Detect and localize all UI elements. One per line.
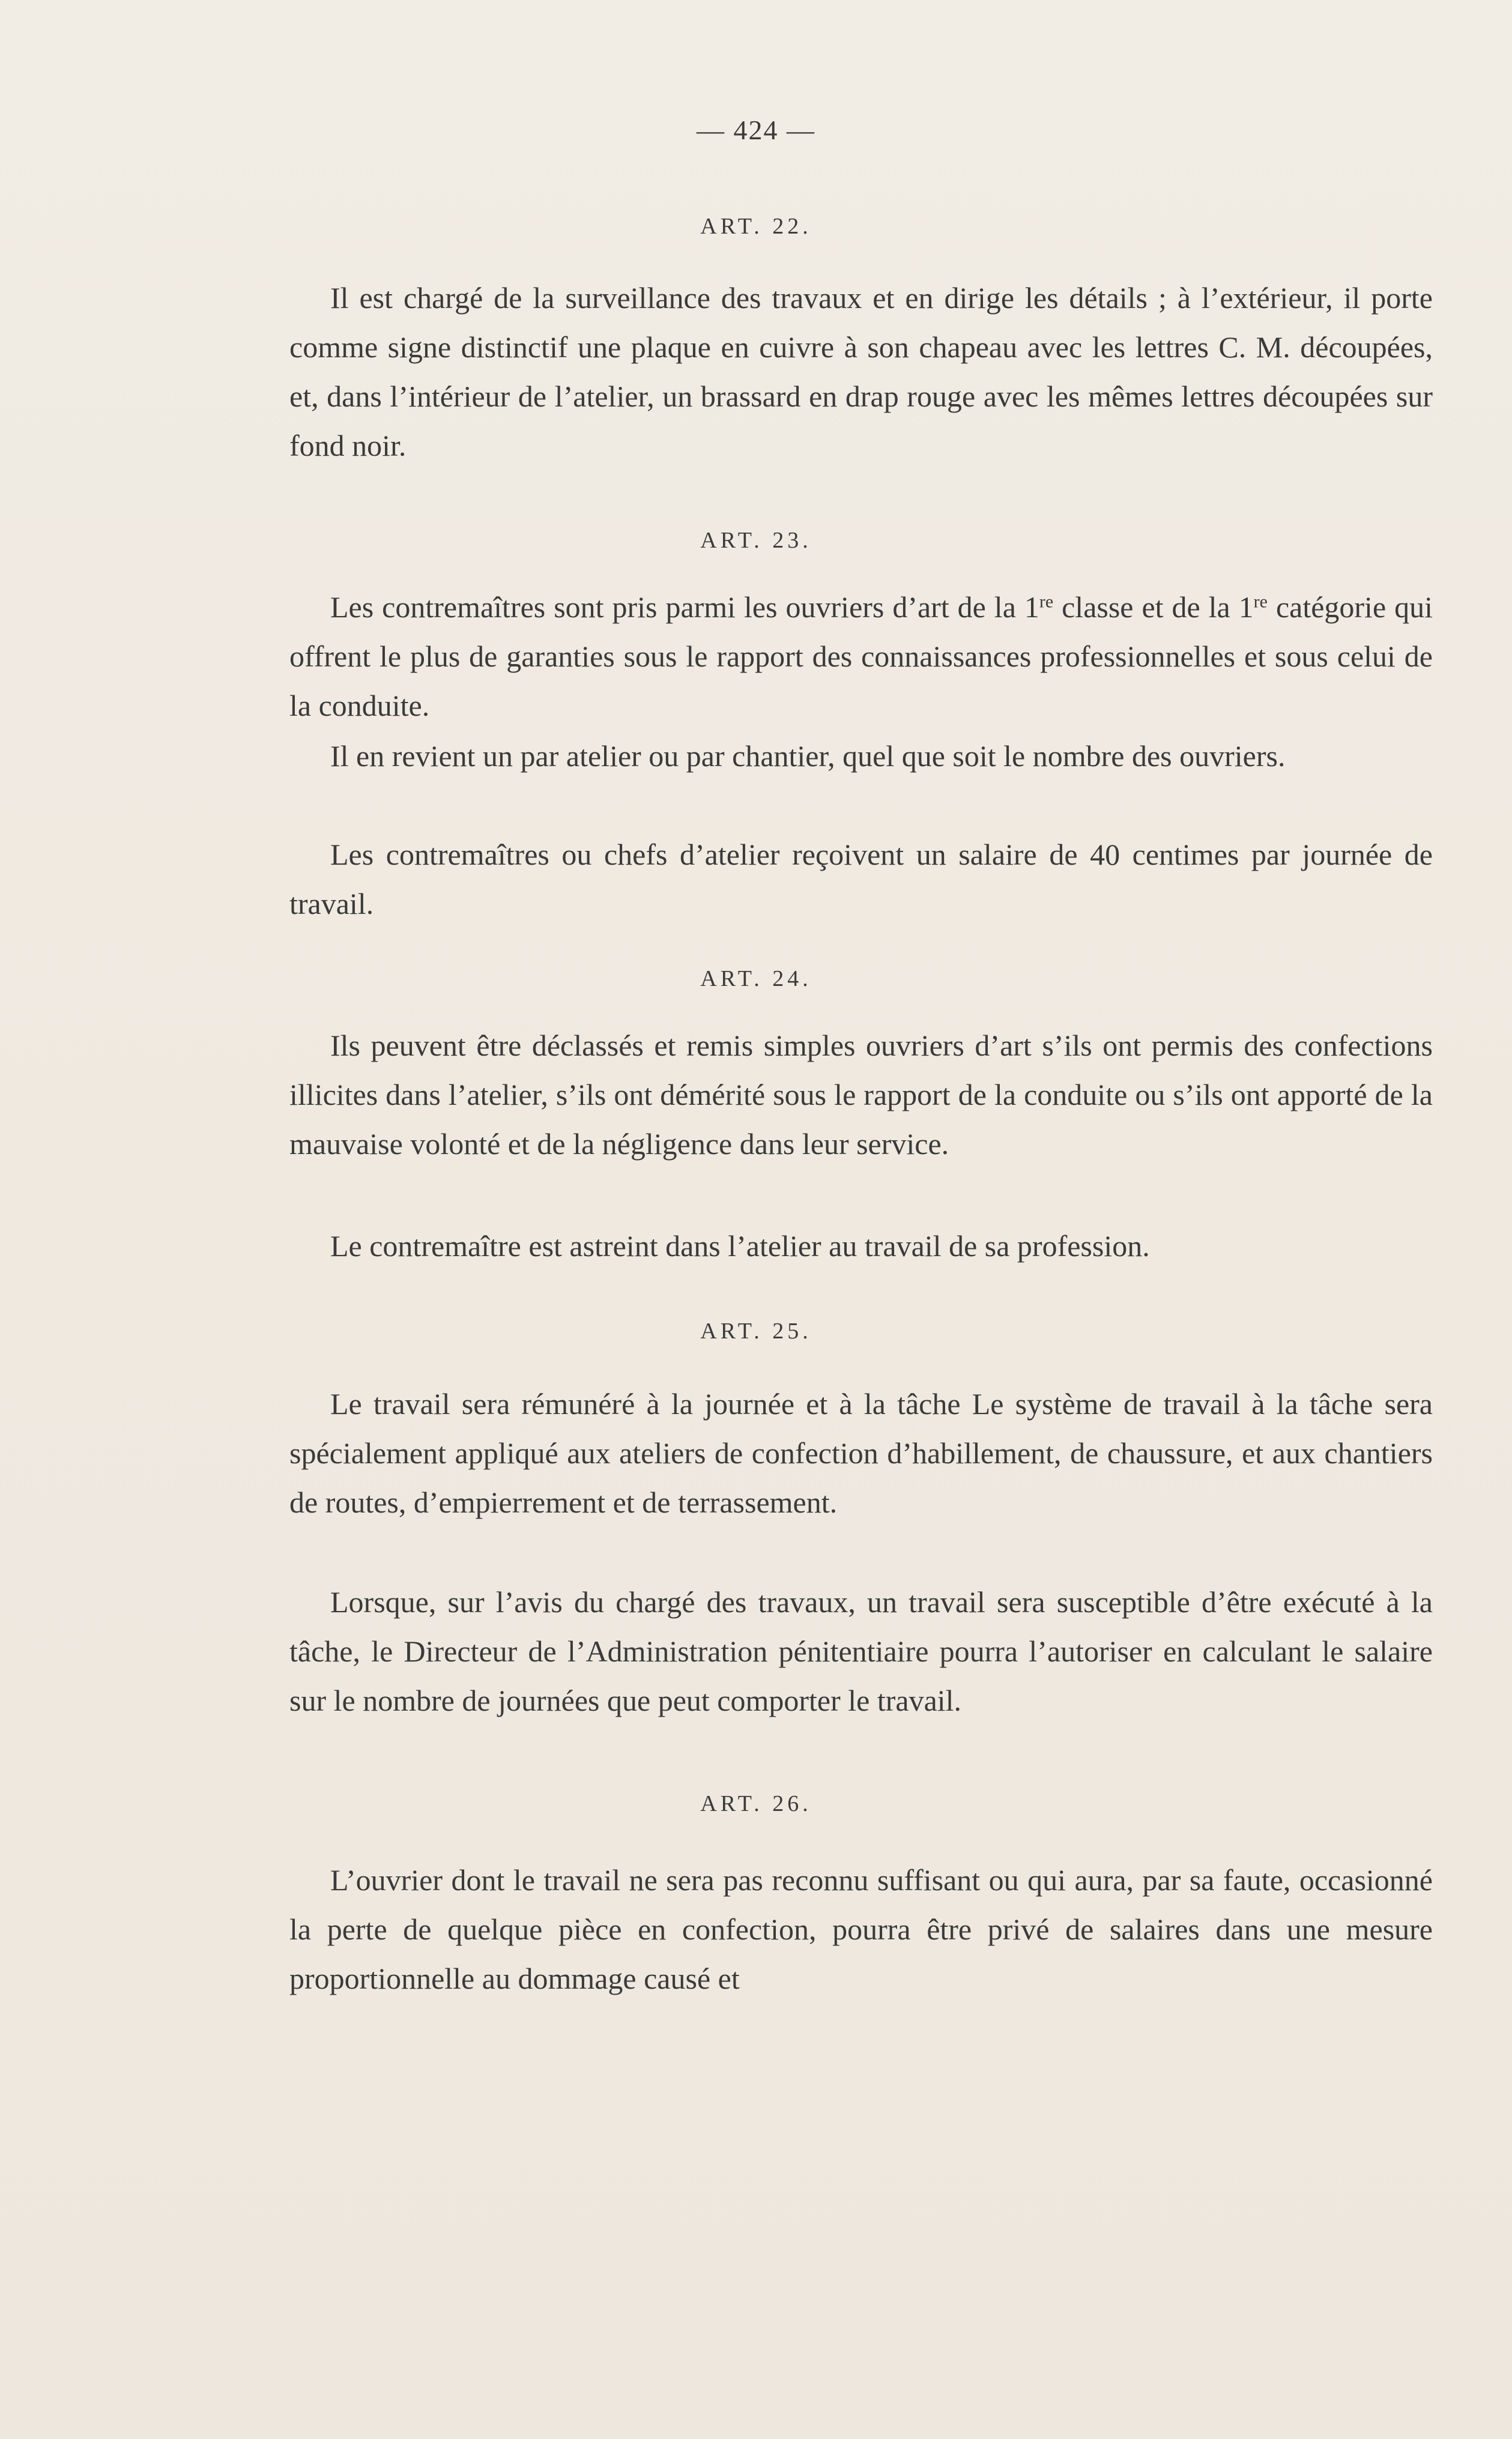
article-23-paragraph-1: Les contremaîtres sont pris parmi les ouvriers d’art de la 1re classe et de la 1re catégorie qui offrent le plus de garanties sous le rapport des connaissances professionnelles et sous celui de la conduite. bbox=[289, 590, 1433, 722]
article-heading-23: ART. 23. bbox=[700, 528, 812, 553]
page-number: — 424 — bbox=[697, 115, 815, 145]
article-heading-25: ART. 25. bbox=[700, 1319, 812, 1344]
article-23-paragraph-3: Les contremaîtres ou chefs d’atelier reçoivent un salaire de 40 centimes par journée de travail. bbox=[289, 838, 1433, 920]
article-25-paragraph-2: Lorsque, sur l’avis du chargé des travaux, un travail sera susceptible d’être exécuté à la tâche, le Directeur de l’Administration pénitentiaire pourra l’autoriser en calculant le salaire sur le nombre de journées que peut comporter le travail. bbox=[289, 1585, 1433, 1717]
article-26-paragraph-1: L’ouvrier dont le travail ne sera pas reconnu suffisant ou qui aura, par sa faute, occasionné la perte de quelque pièce en confection, pourra être privé de salaires dans une mesure proportionnelle au dommage causé et bbox=[289, 1863, 1433, 1995]
article-25-paragraph-1: Le travail sera rémunéré à la journée et à la tâche Le système de travail à la tâche sera spécialement appliqué aux ateliers de confection d’habillement, de chaussure, et aux chantiers de routes, d’empierrement et de terrassement. bbox=[289, 1387, 1433, 1519]
article-24-paragraph-1: Ils peuvent être déclassés et remis simples ouvriers d’art s’ils ont permis des confections illicites dans l’atelier, s’ils ont démérité sous le rapport de la conduite ou s’ils ont apporté de la mauvaise volonté et de la négligence dans leur service. bbox=[289, 1029, 1433, 1161]
article-23-paragraph-2: Il en revient un par atelier ou par chantier, quel que soit le nombre des ouvriers. bbox=[330, 739, 1286, 773]
article-24-paragraph-2: Le contremaître est astreint dans l’atelier au travail de sa profession. bbox=[330, 1229, 1150, 1263]
article-heading-22: ART. 22. bbox=[700, 214, 812, 239]
article-heading-24: ART. 24. bbox=[700, 966, 812, 991]
article-22-paragraph-1: Il est chargé de la surveillance des travaux et en dirige les détails ; à l’extérieur, il porte comme signe distinctif une plaque en cuivre à son chapeau avec les lettres C. M. découpées, et, dans l’intérieur de l’atelier, un brassard en drap rouge avec les mêmes lettres découpées sur fond noir. bbox=[289, 281, 1433, 462]
article-heading-26: ART. 26. bbox=[700, 1791, 812, 1816]
